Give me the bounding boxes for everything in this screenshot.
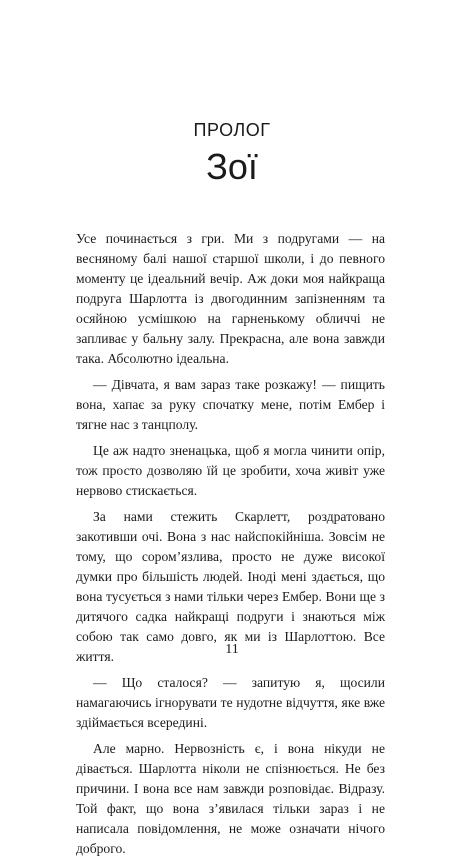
paragraph: — Дівчата, я вам зараз таке розкажу! — пищить вона, хапає за руку спочатку мене, потім Ембер і тягне нас з танцполу. <box>76 377 385 432</box>
paragraph: — Що сталося? — запитую я, щосили намагаючись ігнорувати те нудотне відчуття, яке вже здіймається всередині. <box>76 675 385 730</box>
paragraph: За нами стежить Скарлетт, роздратовано закотивши очі. Вона з нас найспокійніша. Зовсім не тому, що сором’язлива, просто не дуже високої думки про більшість людей. Іноді мені здається, що вона тусується з нами тільки через Ембер. Вони ще з дитячого садка найкращі подруги і знаються між собою так само довго, як ми із Шарлоттою. Все життя. <box>76 509 385 664</box>
paragraph: Але марно. Нервозність є, і вона нікуди не дівається. Шарлотта ніколи не спізнюється. Не без причини. І вона все нам завжди розповідає. Відразу. Той факт, що вона з’явилася тільки зараз і не написала повідомлення, не може означати нічого доброго. <box>76 741 385 856</box>
chapter-title: Зої <box>206 146 258 187</box>
chapter-label: ПРОЛОГ <box>193 120 271 140</box>
paragraph: Це аж надто зненацька, щоб я могла чинити опір, тож просто дозволяю їй це зробити, хоча живіт уже нервово стискається. <box>76 443 385 498</box>
page-number: 11 <box>225 642 239 657</box>
paragraph: Усе починається з гри. Ми з подругами — на весняному балі нашої старшої школи, і до певного моменту це ідеальний вечір. Аж доки моя найкраща подруга Шарлотта із двогодинним запізненням та осяйною усмішкою на гарненькому обличчі не запливає у бальну залу. Прекрасна, але вона завжди така. Абсолютно ідеальна. <box>76 231 385 366</box>
body-text <box>76 229 385 865</box>
